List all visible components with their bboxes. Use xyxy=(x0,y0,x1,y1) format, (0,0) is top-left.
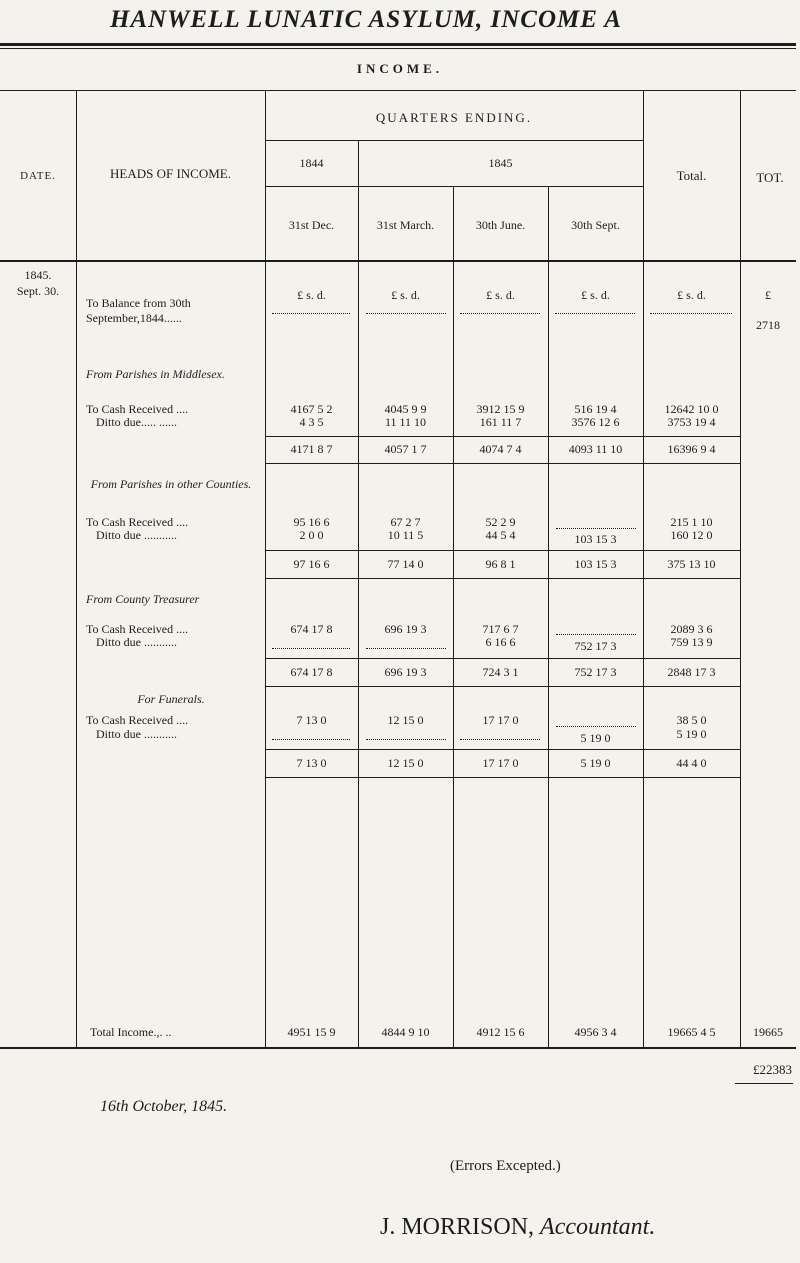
cell-value: 2089 3 6 xyxy=(670,622,713,636)
unit-q4: £ s. d. xyxy=(581,288,610,302)
cell-subtotal: 674 17 8 xyxy=(290,665,333,679)
cell-subtotal: 17 17 0 xyxy=(482,756,519,770)
row-label-due: Ditto due..... ...... xyxy=(96,415,177,429)
date-year: 1845. xyxy=(24,268,52,282)
title-rule-thick xyxy=(0,43,796,46)
total-income-q2: 4844 9 10 xyxy=(381,1025,430,1039)
cell-subtotal: 4074 7 4 xyxy=(479,442,522,456)
cell-value: 752 17 3 xyxy=(574,639,617,653)
report-date: 16th October, 1845. xyxy=(100,1098,228,1115)
years-rule xyxy=(265,186,643,187)
cell-subtotal: 77 14 0 xyxy=(387,557,424,571)
subtotal-rule-top xyxy=(265,550,740,551)
cell-value: 160 12 0 xyxy=(670,528,713,542)
date-day: Sept. 30. xyxy=(16,284,60,298)
subtotal-rule-top xyxy=(265,658,740,659)
cell-subtotal: 5 19 0 xyxy=(580,756,611,770)
balance-label: To Balance from 30th September,1844...... xyxy=(86,296,191,325)
balance-dots-q3 xyxy=(460,313,540,314)
total-income-tot: 19665 xyxy=(753,1025,783,1039)
cell-value: 17 17 0 xyxy=(482,713,519,727)
cell-value: 516 19 4 xyxy=(574,402,617,416)
total-income-q1: 4951 15 9 xyxy=(287,1025,336,1039)
grand-total: £22383 xyxy=(753,1062,792,1077)
page-subtitle: INCOME. xyxy=(356,61,444,76)
cell-value: 3576 12 6 xyxy=(571,415,620,429)
header-total: Total. xyxy=(676,168,707,183)
cell-value: 4167 5 2 xyxy=(290,402,333,416)
header-heads: HEADS OF INCOME. xyxy=(110,166,231,181)
cell-subtotal: 752 17 3 xyxy=(574,665,617,679)
cell-value: 11 11 10 xyxy=(384,415,427,429)
empty-dots xyxy=(556,528,636,529)
cell-value: 717 6 7 xyxy=(482,622,519,636)
balance-tot: 2718 xyxy=(756,318,780,332)
cell-value: 2 0 0 xyxy=(299,528,324,542)
cell-value: 95 16 6 xyxy=(293,515,330,529)
subtotal-rule-bottom xyxy=(265,686,740,687)
unit-q3: £ s. d. xyxy=(486,288,515,302)
cell-subtotal: 696 19 3 xyxy=(384,665,427,679)
cell-subtotal: 7 13 0 xyxy=(296,756,327,770)
total-income-q3: 4912 15 6 xyxy=(476,1025,525,1039)
row-label-due: Ditto due ........... xyxy=(96,528,177,542)
cell-subtotal: 103 15 3 xyxy=(574,557,617,571)
unit-tot: £ xyxy=(765,288,771,302)
section-heading-middlesex: From Parishes in Middlesex. xyxy=(86,367,225,381)
cell-subtotal: 4057 1 7 xyxy=(384,442,427,456)
cell-value: 5 19 0 xyxy=(676,727,707,741)
cell-value: 103 15 3 xyxy=(574,532,617,546)
signature xyxy=(380,1214,655,1241)
header-date: DATE. xyxy=(20,170,56,182)
empty-dots xyxy=(366,648,446,649)
cell-value: 674 17 8 xyxy=(290,622,333,636)
cell-subtotal: 4171 8 7 xyxy=(290,442,333,456)
cell-subtotal: 12 15 0 xyxy=(387,756,424,770)
cell-value: 12642 10 0 xyxy=(664,402,719,416)
cell-subtotal: 96 8 1 xyxy=(485,557,516,571)
section-heading-funerals: For Funerals. xyxy=(137,692,205,706)
empty-dots xyxy=(272,648,350,649)
table-bottom-rule xyxy=(0,1047,796,1049)
balance-dots-q1 xyxy=(272,313,350,314)
subtotal-rule-bottom xyxy=(265,777,740,778)
header-year-1845: 1845 xyxy=(488,156,513,170)
page-title: HANWELL LUNATIC ASYLUM, INCOME A xyxy=(110,6,622,33)
unit-q2: £ s. d. xyxy=(391,288,420,302)
cell-value: 67 2 7 xyxy=(390,515,421,529)
grand-total-rule xyxy=(735,1083,793,1084)
header-quarters: QUARTERS ENDING. xyxy=(375,110,533,125)
cell-value: 3753 19 4 xyxy=(667,415,716,429)
col-rule-total xyxy=(740,90,741,1048)
balance-dots-total xyxy=(650,313,732,314)
cell-value: 7 13 0 xyxy=(296,713,327,727)
row-label-due: Ditto due ........... xyxy=(96,727,177,741)
empty-dots xyxy=(460,739,540,740)
row-label-cash: To Cash Received .... xyxy=(86,402,189,416)
header-bottom-rule xyxy=(0,260,796,262)
cell-value: 161 11 7 xyxy=(479,415,522,429)
row-label-cash: To Cash Received .... xyxy=(86,515,189,529)
row-label-cash: To Cash Received .... xyxy=(86,713,189,727)
header-q4: 30th Sept. xyxy=(571,218,620,232)
cell-subtotal: 44 4 0 xyxy=(676,756,707,770)
balance-dots-q4 xyxy=(555,313,635,314)
title-rule-thin xyxy=(0,48,796,49)
cell-subtotal: 375 13 10 xyxy=(667,557,716,571)
total-income-label: Total Income.,. .. xyxy=(90,1025,172,1039)
cell-value: 3912 15 9 xyxy=(476,402,525,416)
section-heading-other-counties: From Parishes in other Counties. xyxy=(90,477,252,491)
header-q1: 31st Dec. xyxy=(288,218,335,232)
cell-value: 759 13 9 xyxy=(670,635,713,649)
cell-subtotal: 2848 17 3 xyxy=(667,665,716,679)
col-rule-q1 xyxy=(358,140,359,1048)
cell-value: 5 19 0 xyxy=(580,731,611,745)
errors-excepted: (Errors Excepted.) xyxy=(450,1158,561,1174)
empty-dots xyxy=(366,739,446,740)
col-rule-q3 xyxy=(548,186,549,1048)
cell-value: 44 5 4 xyxy=(485,528,516,542)
total-income-total: 19665 4 5 xyxy=(667,1025,716,1039)
cell-value: 696 19 3 xyxy=(384,622,427,636)
total-income-q4: 4956 3 4 xyxy=(574,1025,617,1039)
unit-total: £ s. d. xyxy=(677,288,706,302)
cell-value: 6 16 6 xyxy=(485,635,516,649)
signature-name: J. MORRISON, xyxy=(380,1214,535,1240)
header-tot: TOT. xyxy=(756,170,784,185)
cell-subtotal: 16396 9 4 xyxy=(667,442,716,456)
unit-q1: £ s. d. xyxy=(297,288,326,302)
subtotal-rule-bottom xyxy=(265,578,740,579)
section-heading-county-treasurer: From County Treasurer xyxy=(86,592,200,606)
subtotal-rule-top xyxy=(265,436,740,437)
header-q3: 30th June. xyxy=(475,218,526,232)
cell-value: 4 3 5 xyxy=(299,415,324,429)
signature-title: Accountant. xyxy=(540,1214,656,1240)
cell-value: 215 1 10 xyxy=(670,515,713,529)
balance-dots-q2 xyxy=(366,313,446,314)
empty-dots xyxy=(272,739,350,740)
quarters-rule xyxy=(265,140,643,141)
cell-value: 38 5 0 xyxy=(676,713,707,727)
header-q2: 31st March. xyxy=(376,218,435,232)
cell-value: 52 2 9 xyxy=(485,515,516,529)
cell-value: 4045 9 9 xyxy=(384,402,427,416)
col-rule-date xyxy=(76,90,77,1048)
header-year-1844: 1844 xyxy=(299,156,324,170)
cell-value: 10 11 5 xyxy=(387,528,424,542)
cell-subtotal: 4093 11 10 xyxy=(568,442,623,456)
row-label-cash: To Cash Received .... xyxy=(86,622,189,636)
cell-value: 12 15 0 xyxy=(387,713,424,727)
empty-dots xyxy=(556,634,636,635)
cell-subtotal: 97 16 6 xyxy=(293,557,330,571)
subtotal-rule-bottom xyxy=(265,463,740,464)
row-label-due: Ditto due ........... xyxy=(96,635,177,649)
subtotal-rule-top xyxy=(265,749,740,750)
table-top-rule xyxy=(0,90,796,91)
cell-subtotal: 724 3 1 xyxy=(482,665,519,679)
col-rule-q2 xyxy=(453,186,454,1048)
empty-dots xyxy=(556,726,636,727)
